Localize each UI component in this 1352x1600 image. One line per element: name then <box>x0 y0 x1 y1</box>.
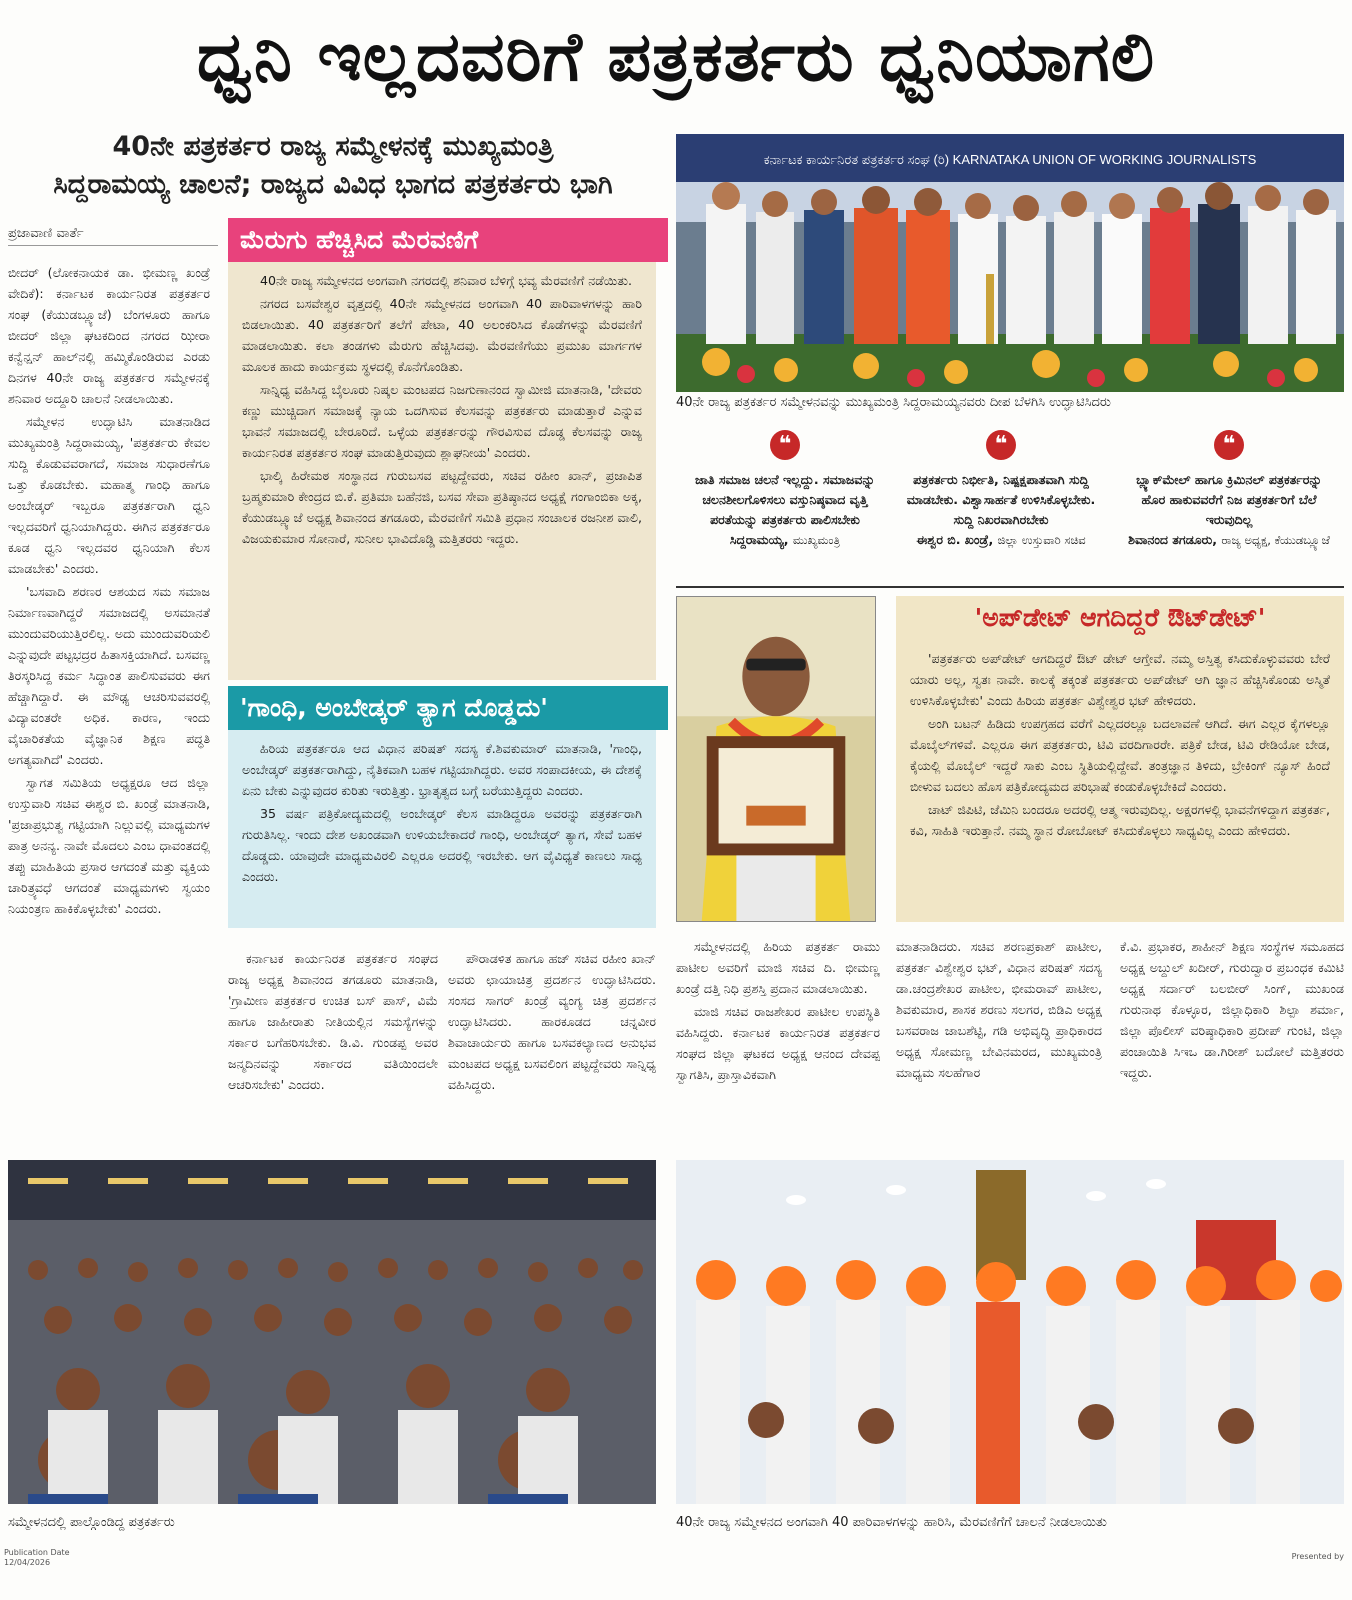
photo-banner-text: ಕರ್ನಾಟಕ ಕಾರ್ಯನಿರತ ಪತ್ರಕರ್ತರ ಸಂಘ (ರಿ) KARNATAKA UNION OF WORKING JOURNALISTS <box>763 152 1257 167</box>
subheadline-line-1: 40ನೇ ಪತ್ರಕರ್ತರ ರಾಜ್ಯ ಸಮ್ಮೇಳನಕ್ಕೆ ಮುಖ್ಯಮಂತ್ರಿ <box>112 131 554 162</box>
byline-source: ಪ್ರಜಾವಾಣಿ ವಾರ್ತೆ <box>8 226 218 246</box>
top-photo-caption: 40ನೇ ರಾಜ್ಯ ಪತ್ರಕರ್ತರ ಸಮ್ಮೇಳನವನ್ನು ಮುಖ್ಯಮಂತ್ರಿ ಸಿದ್ದರಾಮಯ್ಯನವರು ದೀಪ ಬೆಳಗಿಸಿ ಉದ್ಘಾಟಿಸಿದರು <box>676 395 1111 410</box>
presented-by: Presented by <box>1291 1552 1344 1561</box>
update-box <box>896 596 1344 922</box>
right-para-a: ಸಮ್ಮೇಳನದಲ್ಲಿ ಹಿರಿಯ ಪತ್ರಕರ್ತ ರಾಮು ಪಾಟೀಲ ಅವರಿಗೆ ಮಾಜಿ ಸಚಿವ ದಿ. ಭೀಮಣ್ಣ ಖಂಡ್ರೆ ದತ್ತಿ ನಿಧಿ ಪ್ರಶಸ್ತಿ ಪ್ರದಾನ ಮಾಡಲಾಯಿತು. <box>676 939 880 996</box>
right-para-b: ಮಾತನಾಡಿದರು. ಸಚಿವ ಶರಣಪ್ರಕಾಶ್ ಪಾಟೀಲ, ಪತ್ರಕರ್ತ ವಿಶ್ವೇಶ್ವರ ಭಟ್, ವಿಧಾನ ಪರಿಷತ್ ಸದಸ್ಯ ಡಾ.ಚಂದ್ರಶೇಖರ ಪಾಟೀಲ, ಭೀಮರಾವ್ ಪಾಟೀಲ, ಶಿವಕುಮಾರ, ಶಾಸಕ ಶರಣು ಸಲಗರ, ಬಿಡಿಎ ಅಧ್ಯಕ್ಷ ಬಸವರಾಜ ಜಾಬಶೆಟ್ಟಿ, ಗಡಿ ಅಭಿವೃದ್ಧಿ ಪ್ರಾಧಿಕಾರದ ಅಧ್ಯಕ್ಷ ಸೋಮಣ್ಣ ಬೇವಿನಮರದ, ಮುಖ್ಯಮಂತ್ರಿ ಮಾಧ್ಯಮ ಸಲಹೆಗಾರ <box>896 939 1102 1080</box>
publication-date-value: 12/04/2026 <box>4 1558 51 1567</box>
right-column-a <box>676 936 880 1148</box>
subheadline-line-2: ಸಿದ್ದರಾಮಯ್ಯ ಚಾಲನೆ; ರಾಜ್ಯದ ವಿವಿಧ ಭಾಗದ ಪತ್ರಕರ್ತರು ಭಾಗಿ <box>53 169 613 200</box>
left-column <box>8 262 210 1150</box>
inauguration-photo <box>676 134 1344 392</box>
quote-3-role: ರಾಜ್ಯ ಅಧ್ಯಕ್ಷ, ಕೆಯುಡಬ್ಲ್ಯೂಜೆ <box>1221 533 1330 547</box>
procession-photo <box>676 1160 1344 1504</box>
quote-3 <box>1124 430 1334 580</box>
update-para-1: 'ಪತ್ರಕರ್ತರು ಅಪ್‌ಡೇಟ್ ಆಗದಿದ್ದರೆ ಔಟ್ ಡೇಟ್ ಆಗ್ತೇವೆ. ನಮ್ಮ ಅಸ್ತಿತ್ವ ಕಸಿದುಕೊಳ್ಳುವವರು ಬೇರೆ ಯಾರು ಅಲ್ಲ, ಸ್ವತಃ ನಾವೇ. ಕಾಲಕ್ಕೆ ತಕ್ಕಂತೆ ಪತ್ರಕರ್ತರು ಅಪ್‌ಡೇಟ್ ಆಗಿ ಜ್ಞಾನ ಹೆಚ್ಚಿಸಿಕೊಂಡು ಅಸ್ಮಿತೆ ಉಳಿಸಿಕೊಳ್ಳಬೇಕು' ಎಂದು ಹಿರಿಯ ಪತ್ರಕರ್ತ ವಿಶ್ವೇಶ್ವರ ಭಟ್ ಹೇಳಿದರು. <box>910 651 1330 708</box>
procession-para-4: ಭಾಲ್ಕಿ ಹಿರೇಮಠ ಸಂಸ್ಥಾನದ ಗುರುಬಸವ ಪಟ್ಟದ್ದೇವರು, ಸಚಿವ ರಹೀಂ ಖಾನ್, ಪ್ರಜಾಪಿತ ಬ್ರಹ್ಮಕುಮಾರಿ ಕೇಂದ್ರದ ಬಿ.ಕೆ. ಪ್ರತಿಮಾ ಬಹೆನಜಿ, ಬಸವ ಸೇವಾ ಪ್ರತಿಷ್ಠಾನದ ಅಧ್ಯಕ್ಷೆ ಗಂಗಾಂಬಿಕಾ ಅಕ್ಕ, ಕೆಯುಡಬ್ಲ್ಯೂಜೆ ಅಧ್ಯಕ್ಷ ಶಿವಾನಂದ ತಗಡೂರು, ಮೆರವಣಿಗೆ ಸಮಿತಿ ಪ್ರಧಾನ ಸಂಚಾಲಕ ರಜನೀಶ ವಾಲಿ, ವಿಜಯಕುಮಾರ ಸೋನಾರೆ, ಸುನೀಲ ಭಾವಿದೊಡ್ಡಿ ಮತ್ತಿತರರು ಇದ್ದರು. <box>242 468 642 546</box>
gandhi-body <box>228 730 656 944</box>
quote-3-text: ಬ್ಲ್ಯಾಕ್‌ಮೇಲ್ ಹಾಗೂ ಕ್ರಿಮಿನಲ್ ಪತ್ರಕರ್ತರನ್ನು ಹೊರ ಹಾಕುವವರೆಗೆ ನಿಜ ಪತ್ರಕರ್ತರಿಗೆ ಬೆಲೆ ಇರುವುದಿಲ್ಲ <box>1136 472 1322 527</box>
update-body <box>896 640 1344 938</box>
procession-para-1: 40ನೇ ರಾಜ್ಯ ಸಮ್ಮೇಳನದ ಅಂಗವಾಗಿ ನಗರದಲ್ಲಿ ಶನಿವಾರ ಬೆಳಿಗ್ಗೆ ಭವ್ಯ ಮೆರವಣಿಗೆ ನಡೆಯಿತು. <box>260 273 632 288</box>
mid-column-a <box>228 948 438 1148</box>
bottom-right-caption: 40ನೇ ರಾಜ್ಯ ಸಮ್ಮೇಳನದ ಅಂಗವಾಗಿ 40 ಪಾರಿವಾಳಗಳನ್ನು ಹಾರಿಸಿ, ಮೆರವಣಿಗೆಗೆ ಚಾಲನೆ ನೀಡಲಾಯಿತು <box>676 1515 1107 1530</box>
headline: ಧ್ವನಿ ಇಲ್ಲದವರಿಗೆ ಪತ್ರಕರ್ತರು ಧ್ವನಿಯಾಗಲಿ <box>196 18 1156 97</box>
quote-icon: ❝ <box>770 430 800 460</box>
update-title: 'ಅಪ್‌ಡೇಟ್ ಆಗದಿದ್ದರೆ ಔಟ್‌ಡೇಟ್' <box>896 596 1344 640</box>
procession-para-2: ನಗರದ ಬಸವೇಶ್ವರ ವೃತ್ತದಲ್ಲಿ 40ನೇ ಸಮ್ಮೇಳನದ ಅಂಗವಾಗಿ 40 ಪಾರಿವಾಳಗಳನ್ನು ಹಾರಿ ಬಿಡಲಾಯಿತು. 40 ಪತ್ರಕರ್ತರಿಗೆ ತಲೆಗೆ ಪೇಟಾ, 40 ಅಲಂಕರಿಸಿದ ಕೊಡೆಗಳನ್ನು ಮೆರವಣಿಗೆ ಮಾಡಲಾಯಿತು. ಕಲಾ ತಂಡಗಳು ಮೆರುಗು ಹೆಚ್ಚಿಸಿದವು. ಮೆರವಣಿಗೆಯು ಪ್ರಮುಖ ಮಾರ್ಗಗಳ ಮೂಲಕ ಹಾದು ಕಾರ್ಯಕ್ರಮ ಸ್ಥಳದಲ್ಲಿ ಕೊನೆಗೊಂಡಿತು. <box>242 296 642 374</box>
procession-title: ಮೆರುಗು ಹೆಚ್ಚಿಸಿದ ಮೆರವಣಿಗೆ <box>228 218 668 262</box>
procession-para-3: ಸಾನ್ನಿಧ್ಯ ವಹಿಸಿದ್ದ ಬೈಲೂರು ನಿಷ್ಕಲ ಮಂಟಪದ ನಿಜಗುಣಾನಂದ ಸ್ವಾಮೀಜಿ ಮಾತನಾಡಿ, 'ದೇವರು ಕಣ್ಣು ಮುಚ್ಚಿದಾಗ ಸಮಾಜಕ್ಕೆ ನ್ಯಾಯ ಒದಗಿಸುವ ಕೆಲಸವನ್ನು ಪತ್ರಕರ್ತರು ಮಾಡುತ್ತಾರೆ ಎನ್ನುವ ಭಾವನೆ ಸಮಾಜದಲ್ಲಿ ಬೇರೂರಿದೆ. ಒಳ್ಳೆಯ ಪತ್ರಕರ್ತರನ್ನು ಗೌರವಿಸುವ ದೊಡ್ಡ ಕೆಲಸವನ್ನು ರಾಜ್ಯ ಕಾರ್ಯನಿರತ ಪತ್ರಕರ್ತರ ಸಂಘ ಮಾಡುತ್ತಿರುವುದು ಶ್ಲಾಘನೀಯ' ಎಂದರು. <box>242 382 642 460</box>
right-para-c: ಕೆ.ವಿ. ಪ್ರಭಾಕರ, ಶಾಹೀನ್ ಶಿಕ್ಷಣ ಸಂಸ್ಥೆಗಳ ಸಮೂಹದ ಅಧ್ಯಕ್ಷ ಅಬ್ದುಲ್ ಖದೀರ್, ಗುರುದ್ವಾರ ಪ್ರಬಂಧಕ ಕಮಿಟಿ ಅಧ್ಯಕ್ಷ ಸರ್ದಾರ್ ಬಲಬೀರ್ ಸಿಂಗ್, ಮುಖಂಡ ಗುರುನಾಥ ಕೊಳ್ಳೂರ, ಜಿಲ್ಲಾಧಿಕಾರಿ ಶಿಲ್ಪಾ ಶರ್ಮಾ, ಜಿಲ್ಲಾ ಪೊಲೀಸ್ ವರಿಷ್ಠಾಧಿಕಾರಿ ಪ್ರದೀಪ್ ಗುಂಟಿ, ಜಿಲ್ಲಾ ಪಂಚಾಯಿತಿ ಸಿಇಒ ಡಾ.ಗಿರೀಶ್ ಬದೋಲೆ ಮತ್ತಿತರರು ಇದ್ದರು. <box>1120 939 1344 1080</box>
quote-icon: ❝ <box>986 430 1016 460</box>
award-photo <box>676 596 876 922</box>
subheadline <box>8 128 658 204</box>
left-para-2: ಸಮ್ಮೇಳನ ಉದ್ಘಾಟಿಸಿ ಮಾತನಾಡಿದ ಮುಖ್ಯಮಂತ್ರಿ ಸಿದ್ದರಾಮಯ್ಯ, 'ಪತ್ರಕರ್ತರು ಕೇವಲ ಸುದ್ದಿ ಕೊಡುವವರಾಗದೆ, ಸಮಾಜ ಸುಧಾರಣೆಗೂ ಒತ್ತು ಕೊಡಬೇಕು. ಮಹಾತ್ಮ ಗಾಂಧಿ ಹಾಗೂ ಅಂಬೇಡ್ಕರ್ ಇಬ್ಬರೂ ಪತ್ರಕರ್ತರಾಗಿ ಧ್ವನಿ ಇಲ್ಲದವರಿಗೆ ಧ್ವನಿಯಾಗಿದ್ದರು. ಈಗಿನ ಪತ್ರಕರ್ತರೂ ಕೂಡ ಧ್ವನಿ ಇಲ್ಲದವರ ಧ್ವನಿಯಾಗಿ ಕೆಲಸ ಮಾಡಬೇಕು' ಎಂದರು. <box>8 414 210 576</box>
right-para-a2: ಮಾಜಿ ಸಚಿವ ರಾಜಶೇಖರ ಪಾಟೀಲ ಉಪಸ್ಥಿತಿ ವಹಿಸಿದ್ದರು. ಕರ್ನಾಟಕ ಕಾರ್ಯನಿರತ ಪತ್ರಕರ್ತರ ಸಂಘದ ಜಿಲ್ಲಾ ಘಟಕದ ಅಧ್ಯಕ್ಷ ಆನಂದ ದೇವಪ್ಪ ಸ್ವಾಗತಿಸಿ, ಪ್ರಾಸ್ತಾವಿಕವಾಗಿ <box>676 1004 880 1082</box>
gandhi-box <box>228 686 656 928</box>
right-column-c <box>1120 936 1344 1148</box>
quote-1-text: ಜಾತಿ ಸಮಾಜ ಚಲನೆ ಇಲ್ಲದ್ದು. ಸಮಾಜವನ್ನು ಚಲನಶೀಲಗೊಳಿಸಲು ವಸ್ತುನಿಷ್ಠವಾದ ವೃತ್ತಿ ಪರತೆಯನ್ನು ಪತ್ರಕರ್ತರು ಪಾಲಿಸಬೇಕು <box>695 472 875 527</box>
left-para-1: ಬೀದರ್ (ಲೋಕನಾಯಕ ಡಾ. ಭೀಮಣ್ಣ ಖಂಡ್ರೆ ವೇದಿಕೆ): ಕರ್ನಾಟಕ ಕಾರ್ಯನಿರತ ಪತ್ರಕರ್ತರ ಸಂಘ (ಕೆಯುಡಬ್ಲ್ಯೂಜೆ) ಬೆಂಗಳೂರು ಹಾಗೂ ಬೀದರ್ ಜಿಲ್ಲಾ ಘಟಕದಿಂದ ನಗರದ ಝೀರಾ ಕನ್ವೆನ್ಷನ್ ಹಾಲ್‌ನಲ್ಲಿ ಹಮ್ಮಿಕೊಂಡಿರುವ ಎರಡು ದಿನಗಳ 40ನೇ ರಾಜ್ಯ ಪತ್ರಕರ್ತರ ಸಮ್ಮೇಳನಕ್ಕೆ ಶನಿವಾರ ಅದ್ದೂರಿ ಚಾಲನೆ ನೀಡಲಾಯಿತು. <box>8 265 210 406</box>
publication-date <box>4 1548 70 1568</box>
gandhi-para-1: ಹಿರಿಯ ಪತ್ರಕರ್ತರೂ ಆದ ವಿಧಾನ ಪರಿಷತ್ ಸದಸ್ಯ ಕೆ.ಶಿವಕುಮಾರ್ ಮಾತನಾಡಿ, 'ಗಾಂಧಿ, ಅಂಬೇಡ್ಕರ್ ಪತ್ರಕರ್ತರಾಗಿದ್ದು, ನೈತಿಕವಾಗಿ ಬಹಳ ಗಟ್ಟಿಯಾಗಿದ್ದರು. ಅವರ ಸಂಪಾದಕೀಯ, ಈ ದೇಶಕ್ಕೆ ಏನು ಬೇಕು ಎನ್ನುವುದರ ಕುರಿತು ಇರುತ್ತಿತ್ತು. ಭ್ರಾತೃತ್ವದ ಬಗ್ಗೆ ಬರೆಯುತ್ತಿದ್ದರು ಎಂದರು. <box>242 741 642 798</box>
quote-1-role: ಮುಖ್ಯಮಂತ್ರಿ <box>792 533 841 547</box>
quote-2 <box>898 430 1104 580</box>
publication-date-label: Publication Date <box>4 1548 70 1557</box>
gandhi-para-2: 35 ವರ್ಷ ಪತ್ರಿಕೋದ್ಯಮದಲ್ಲಿ ಅಂಬೇಡ್ಕರ್ ಕೆಲಸ ಮಾಡಿದ್ದರೂ ಅವರನ್ನು ಪತ್ರಕರ್ತರಾಗಿ ಗುರುತಿಸಿಲ್ಲ. ಇಂದು ದೇಶ ಅಖಂಡವಾಗಿ ಉಳಿಯಬೇಕಾದರೆ ಗಾಂಧಿ, ಅಂಬೇಡ್ಕರ್ ತ್ಯಾಗ, ಸೇವೆ ಬಹಳ ದೊಡ್ಡದು. ಯಾವುದೇ ಮಾಧ್ಯಮವಿರಲಿ ಎಲ್ಲರೂ ಅದರಲ್ಲಿ ಇರಬೇಕು. ಆಗ ವೈವಿಧ್ಯತೆ ಕಾಣಲು ಸಾಧ್ಯ ಎಂದರು. <box>242 806 642 884</box>
quote-1 <box>690 430 880 580</box>
mid-para-b: ಪೌರಾಡಳಿತ ಹಾಗೂ ಹಜ್ ಸಚಿವ ರಹೀಂ ಖಾನ್ ಅವರು ಛಾಯಾಚಿತ್ರ ಪ್ರದರ್ಶನ ಉದ್ಘಾಟಿಸಿದರು. ಸಂಸದ ಸಾಗರ್ ಖಂಡ್ರೆ ವ್ಯಂಗ್ಯ ಚಿತ್ರ ಪ್ರದರ್ಶನ ಉದ್ಘಾಟಿಸಿದರು. ಹಾರಕೂಡದ ಚನ್ನವೀರ ಶಿವಾಚಾರ್ಯರು ಹಾಗೂ ಬಸವಕಲ್ಯಾಣದ ಅನುಭವ ಮಂಟಪದ ಅಧ್ಯಕ್ಷ ಬಸವಲಿಂಗ ಪಟ್ಟದ್ದೇವರು ಸಾನ್ನಿಧ್ಯ ವಹಿಸಿದ್ದರು. <box>448 951 656 1092</box>
left-para-4: ಸ್ವಾಗತ ಸಮಿತಿಯ ಅಧ್ಯಕ್ಷರೂ ಆದ ಜಿಲ್ಲಾ ಉಸ್ತುವಾರಿ ಸಚಿವ ಈಶ್ವರ ಬಿ. ಖಂಡ್ರೆ ಮಾತನಾಡಿ, 'ಪ್ರಜಾಪ್ರಭುತ್ವ ಗಟ್ಟಿಯಾಗಿ ನಿಲ್ಲುವಲ್ಲಿ ಮಾಧ್ಯಮಗಳ ಪಾತ್ರ ಅನನ್ಯ. ನಾವೇ ಮೊದಲು ಎಂಬ ಧಾವಂತದಲ್ಲಿ ತಪ್ಪು ಮಾಹಿತಿಯ ಪ್ರಸಾರ ಆಗದಂತೆ ಮತ್ತು ವ್ಯಕ್ತಿಯ ಚಾರಿತ್ರ್ಯವಧೆ ಆಗದಂತೆ ಮಾಧ್ಯಮಗಳು ಸ್ವಯಂ ನಿಯಂತ್ರಣ ಹಾಕಿಕೊಳ್ಳಬೇಕು' ಎಂದರು. <box>8 775 210 916</box>
quote-1-author: ಸಿದ್ದರಾಮಯ್ಯ, <box>729 532 789 547</box>
gandhi-title: 'ಗಾಂಧಿ, ಅಂಬೇಡ್ಕರ್ ತ್ಯಾಗ ದೊಡ್ಡದು' <box>228 686 668 730</box>
divider <box>676 586 1344 588</box>
update-para-2: ಅಂಗಿ ಬಟನ್ ಹಿಡಿದು ಉಪಗ್ರಹದ ವರೆಗೆ ಎಲ್ಲದರಲ್ಲೂ ಬದಲಾವಣೆ ಆಗಿದೆ. ಈಗ ಎಲ್ಲರ ಕೈಗಳಲ್ಲೂ ಮೊಬೈಲ್‌ಗಳಿವೆ. ಎಲ್ಲರೂ ಈಗ ಪತ್ರಕರ್ತರು, ಟಿವಿ ವರದಿಗಾರರೇ. ಪತ್ರಿಕೆ ಬೇಡ, ಟಿವಿ ರೇಡಿಯೋ ಬೇಡ, ಕೈಯಲ್ಲಿ ಮೊಬೈಲ್ ಇದ್ದರೆ ಸಾಕು ಎಂಬ ಸ್ಥಿತಿಯಲ್ಲಿದ್ದೇವೆ. ತಂತ್ರಜ್ಞಾನ ತಿಳಿದು, ಬ್ರೇಕಿಂಗ್ ನ್ಯೂಸ್ ಹಿಂದೆ ಬೀಳುವ ಬದಲು ಹೊಸ ಪತ್ರಿಕೋದ್ಯಮದ ಪರಿಭಾಷೆ ಕಂಡುಕೊಳ್ಳಬೇಕಿದೆ ಎಂದರು. <box>910 716 1330 794</box>
quote-2-author: ಈಶ್ವರ ಬಿ. ಖಂಡ್ರೆ, <box>916 532 994 547</box>
quote-2-text: ಪತ್ರಕರ್ತರು ನಿರ್ಭೀತಿ, ನಿಷ್ಪಕ್ಷಪಾತವಾಗಿ ಸುದ್ದಿ ಮಾಡಬೇಕು. ವಿಶ್ವಾಸಾರ್ಹತೆ ಉಳಿಸಿಕೊಳ್ಳಬೇಕು. ಸುದ್ದಿ ನಿಖರವಾಗಿರಬೇಕು <box>906 472 1096 527</box>
quote-icon: ❝ <box>1214 430 1244 460</box>
mid-para-a: ಕರ್ನಾಟಕ ಕಾರ್ಯನಿರತ ಪತ್ರಕರ್ತರ ಸಂಘದ ರಾಜ್ಯ ಅಧ್ಯಕ್ಷ ಶಿವಾನಂದ ತಗಡೂರು ಮಾತನಾಡಿ, 'ಗ್ರಾಮೀಣ ಪತ್ರಕರ್ತರ ಉಚಿತ ಬಸ್ ಪಾಸ್, ವಿಮೆ ಹಾಗೂ ಜಾಹೀರಾತು ನೀತಿಯಲ್ಲಿನ ಸಮಸ್ಯೆಗಳನ್ನು ಸರ್ಕಾರ ಬಗೆಹರಿಸಬೇಕು. ಡಿ.ವಿ. ಗುಂಡಪ್ಪ ಅವರ ಜನ್ಮದಿನವನ್ನು ಸರ್ಕಾರದ ವತಿಯಿಂದಲೇ ಆಚರಿಸಬೇಕು' ಎಂದರು. <box>228 951 438 1092</box>
audience-photo <box>8 1160 656 1504</box>
procession-body <box>228 262 656 696</box>
update-para-3: ಚಾಟ್ ಜಿಪಿಟಿ, ಜೆಮಿನಿ ಬಂದರೂ ಅದರಲ್ಲಿ ಆತ್ಮ ಇರುವುದಿಲ್ಲ. ಅಕ್ಷರಗಳಲ್ಲಿ ಭಾವನೆಗಳಿದ್ದಾಗ ಪತ್ರಕರ್ತ, ಕವಿ, ಸಾಹಿತಿ ಇರುತ್ತಾನೆ. ನಮ್ಮ ಸ್ಥಾನ ರೋಬೋಟ್ ಕಸಿದುಕೊಳ್ಳಲು ಸಾಧ್ಯವಿಲ್ಲ ಎಂದು ಹೇಳಿದರು. <box>910 802 1330 838</box>
procession-box <box>228 218 656 680</box>
quote-2-role: ಜಿಲ್ಲಾ ಉಸ್ತುವಾರಿ ಸಚಿವ <box>997 533 1086 547</box>
quote-3-author: ಶಿವಾನಂದ ತಗಡೂರು, <box>1128 532 1217 547</box>
mid-column-b <box>448 948 656 1148</box>
left-para-3: 'ಬಸವಾದಿ ಶರಣರ ಆಶಯದ ಸಮ ಸಮಾಜ ನಿರ್ಮಾಣವಾಗಿದ್ದರೆ ಸಮಾಜದಲ್ಲಿ ಅಸಮಾನತೆ ಮುಂದುವರಿಯುತ್ತಿರಲಿಲ್ಲ. ಅದು ಮುಂದುವರಿಯಲಿ ಎನ್ನುವುದೇ ಪಟ್ಟಭದ್ರರ ಹಿತಾಸಕ್ತಿಯಾಗಿದೆ. ಬಸವಣ್ಣ ತಿರಸ್ಕರಿಸಿದ್ದ ಕರ್ಮ ಸಿದ್ಧಾಂತ ಪಾಲಿಸುವವರು ಈಗ ಹೆಚ್ಚಾಗಿದ್ದಾರೆ. ಈ ಮೌಢ್ಯ ಆಚರಿಸುವವರಲ್ಲಿ ವಿದ್ಯಾವಂತರೇ ಅಧಿಕ. ಕಾರಣ, ಇಂದು ವೈಚಾರಿಕತೆಯ ವೈಜ್ಞಾನಿಕ ಶಿಕ್ಷಣ ಪದ್ಧತಿ ಅಗತ್ಯವಾಗಿದೆ' ಎಂದರು. <box>8 584 210 767</box>
bottom-left-caption: ಸಮ್ಮೇಳನದಲ್ಲಿ ಪಾಲ್ಗೊಂಡಿದ್ದ ಪತ್ರಕರ್ತರು <box>8 1515 175 1530</box>
right-column-b <box>896 936 1102 1148</box>
